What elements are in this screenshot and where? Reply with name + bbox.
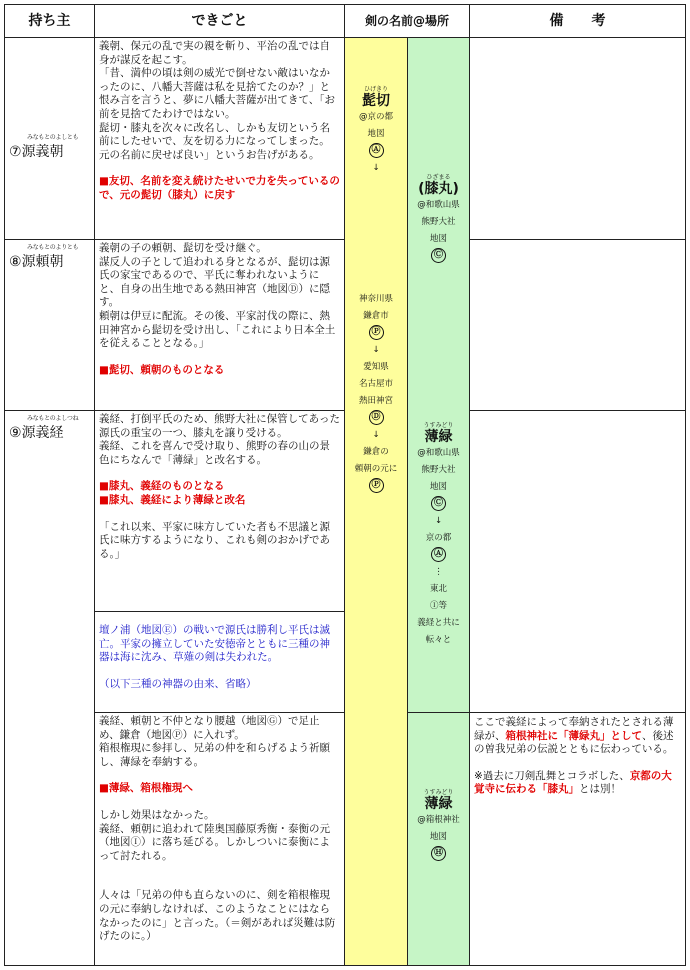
event-emphasis: ■膝丸、義経のものとなる [99,480,225,493]
map-badge: Ⓗ [431,846,446,861]
notes-hakone [469,712,686,966]
map-label: 地図 [429,832,447,842]
event-line: 箱根権現に参拝し、兄弟の仲を和らげるよう祈願し、薄緑を奉納する。 [99,742,330,768]
notes-row-1 [469,37,686,240]
note-paragraph-2: ※過去に刀剣乱舞とコラボした、京都の大覚寺に伝わる「膝丸」とは別！ [474,769,672,796]
sword-place: @和歌山県 [417,200,460,210]
event-quote: 人々は「兄弟の仲も直らないのに、剣を箱根権現の元に奉納しなければ、このようなことにはならなかったのに」と言った。（＝剣があれば災難は防げたのに。） [99,889,336,943]
map-badge: Ⓓ [369,410,384,425]
header-events: できごと [94,4,345,38]
arrow: ↓ [372,430,380,440]
header-sword: 剣の名前@場所 [344,4,470,38]
sword-place: @箱根神社 [417,815,460,825]
route-item: 転々と [425,635,452,645]
map-badge: Ⓐ [369,143,384,158]
map-badge: Ⓟ [369,325,384,340]
route-item: 熱田神宮 [358,396,393,406]
event-line: 義経、頼朝に追われて陸奥国藤原秀衡・泰衡の元（地図Ⓘ）に落ち延びる。しかしついに泰衡によって討たれる。 [99,822,330,862]
event-emphasis: ■髭切、頼朝のものとなる [99,363,225,376]
events-yoritomo [94,239,345,411]
events-dannoura [94,611,345,713]
header-notes: 備 考 [469,4,686,38]
owner-number: ⑧ [9,254,22,270]
arrow: ↓ [434,516,443,526]
event-line: 髭切・膝丸を次々に改名し、しかも友切という名前にしたせいで、友を切る力になってしまった。元の名前に戻せば良い」というお告げがある。 [99,121,330,161]
event-emphasis: ■膝丸、義経により薄緑と改名 [99,493,246,506]
sword-ruby: ひげきり [363,86,388,93]
hizamaru-block [407,174,470,265]
notes-row-2 [469,239,686,411]
route-item: 鎌倉市 [363,311,389,321]
route-item: 京の都 [425,533,452,543]
map-badge: Ⓒ [431,248,446,263]
route-item: 愛知県 [363,362,389,372]
map-badge: Ⓟ [369,478,384,493]
route-item: 鎌倉の [363,447,389,457]
owner-number: ⑨ [9,425,22,441]
map-label: 地図 [429,482,447,492]
sword-name-usumidori: 薄緑 [424,429,453,445]
arrow: ↓ [372,345,380,355]
owner-name: 源頼朝 [21,254,64,270]
event-quote: 「これ以来、平家に味方していた者も不思議と源氏に味方するようになり、これも剣のおかげである。」 [99,520,330,560]
event-emphasis: ■薄緑、箱根権現へ [99,782,193,795]
event-line: 義朝、保元の乱で実の親を斬り、平治の乱では自身が謀反を起こす。 [99,40,330,66]
event-line: 頼朝は伊豆に配流。その後、平家討伐の際に、熱田神宮から髭切を受け出し、「これにより日本全土を従えることとなる。」 [99,309,336,350]
event-line: 「昔、満仲の頃は剣の威光で倒せない敵はいなかったのに、八幡大菩薩は私を見捨てたのか？」と恨み言を言うと、夢に八幡大菩薩が出てきて、「お前を見捨てたわけではない。 [99,67,336,120]
table [4,4,686,966]
event-line: 義朝の子の頼朝、髭切を受け継ぐ。 [99,242,267,254]
owner-ruby: みなもとのよしとも [27,134,79,141]
route-item: 頼朝の元に [354,464,398,474]
sword-place: 熊野大社 [421,217,456,227]
event-line: しかし効果はなかった。 [99,808,215,821]
dannoura-text: 壇ノ浦（地図Ⓔ）の戦いで源氏は勝利し平氏は滅亡。平家の擁立していた安徳帝とともに三種の神器は海に沈み、草薙の剣は失われた。 [99,624,330,664]
sword-place: 熊野大社 [421,465,456,475]
event-line: 義経、これを喜んで受け取り、熊野の春の山の景色にちなんで「薄緑」と改名する。 [99,440,330,466]
sword-ruby: うすみどり [423,422,454,429]
event-line: 義経、頼朝と不仲となり腰越（地図Ⓖ）で足止め、鎌倉（地図Ⓟ）に入れず。 [99,715,320,741]
dannoura-paren: （以下三種の神器の由来、省略） [99,677,257,690]
higekiri-block [344,86,408,177]
route-item: 名古屋市 [358,379,393,389]
owner-yoritomo [4,239,95,411]
owner-yoshitomo [4,37,95,240]
map-badge: Ⓒ [431,496,446,511]
event-line: 義経、打倒平氏のため、熊野大社に保管してあった源氏の重宝の一つ、膝丸を譲り受ける。 [99,413,340,439]
event-emphasis: ■友切、名前を変え続けたせいで力を失っているので、元の髭切（膝丸）に戻す [99,175,340,201]
sword-ruby: うすみどり [423,789,454,796]
sword-name-usumidori: 薄緑 [424,796,453,812]
note-paragraph-1: ここで義経によって奉納されたとされる薄緑が、箱根神社に「薄緑丸」として、後述の曽我兄弟の伝説とともに伝わっている。 [474,716,674,756]
green-divider [407,712,470,713]
sword-name-higekiri: 髭切 [362,93,390,109]
ellipsis: ⋮ [434,567,443,577]
owner-number: ⑦ [9,144,22,160]
owner-ruby: みなもとのよりとも [27,244,79,251]
sword-ruby: ひざまる [426,174,451,181]
route-item: 東北 [429,584,447,594]
higekiri-route [344,291,408,495]
owner-ruby: みなもとのよしつね [27,415,79,422]
map-label: 地図 [367,129,385,139]
events-yoshitsune [94,410,345,612]
usumidori-block-2 [407,789,470,863]
owner-name: 源義経 [21,425,64,441]
map-badge: Ⓐ [431,547,446,562]
sword-place: @京の都 [358,112,393,122]
header-owner: 持ち主 [4,4,95,38]
route-item: 神奈川県 [358,294,393,304]
sword-place: @和歌山県 [417,448,460,458]
notes-row-3 [469,410,686,713]
map-label: 地図 [429,234,447,244]
route-item: 義経と共に [417,618,460,628]
arrow: ↓ [372,163,380,173]
route-item: Ⓘ等 [429,601,447,611]
sword-name-hizamaru: (膝丸) [418,181,459,197]
events-yoshitomo [94,37,345,240]
usumidori-block-1 [407,422,470,649]
owner-name: 源義朝 [21,144,64,160]
owner-yoshitsune [4,410,95,966]
event-line: 謀反人の子として追われる身となるが、髭切は源氏の家宝であるので、平氏に奪われないようにと、自身の出生地である熱田神宮（地図Ⓓ）に隠す。 [99,255,330,309]
events-hakone [94,712,345,966]
